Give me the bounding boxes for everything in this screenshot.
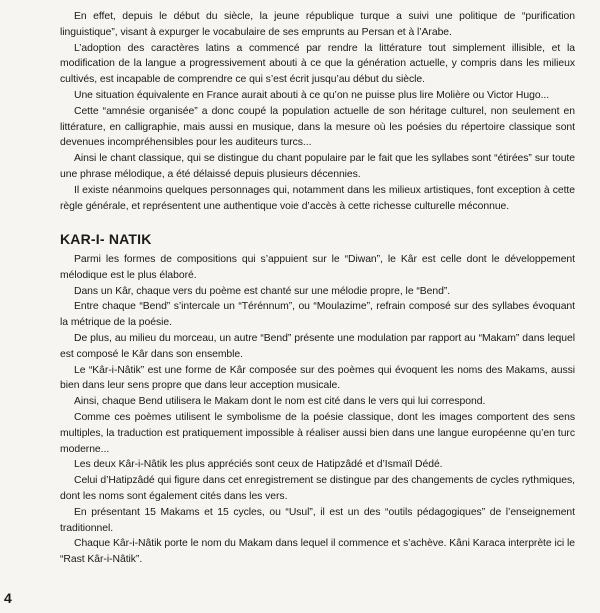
section-heading: KAR-I- NATIK <box>60 231 152 247</box>
paragraph: Entre chaque “Bend” s’intercale un “Térénnum”, ou “Moulazime”, refrain composé sur des syllabes évoquant la métrique de la poésie. <box>60 301 575 329</box>
paragraph: Cette “amnésie organisée” a donc coupé la population actuelle de son héritage culturel, non seulement en littérature, en calligraphie, mais aussi en musique, dans la mesure où les poésies du répertoire classique sont devenues incompréhensibles pour les auditeurs turcs... <box>60 105 575 149</box>
paragraph: Comme ces poèmes utilisent le symbolisme de la poésie classique, dont les images comportent des sens multiples, la traduction est pratiquement impossible à réaliser aussi bien dans une langue européenne qu’en turc moderne... <box>60 411 575 455</box>
paragraph: De plus, au milieu du morceau, un autre “Bend” présente une modulation par rapport au “Makam” dans lequel est composé le Kâr dans son ensemble. <box>60 332 575 360</box>
paragraph: L’adoption des caractères latins a commencé par rendre la littérature tout simplement illisible, et la modification de la langue a progressivement abouti à ce que la génération actuelle, y compris dans les milieux cultivés, est incapable de comprendre ce qui s’est écrit jusqu’au début du siècle. <box>60 42 575 86</box>
paragraph: En présentant 15 Makams et 15 cycles, ou “Usul”, il est un des “outils pédagogiques” de l’enseignement traditionnel. <box>60 506 575 534</box>
paragraph: Les deux Kâr-i-Nâtik les plus appréciés sont ceux de Hatipzâdé et d’Ismaïl Dédé. <box>74 459 443 471</box>
paragraph: Il existe néanmoins quelques personnages qui, notamment dans les milieux artistiques, font exception à cette règle générale, et représentent une authentique voie d’accès à cette richesse culturelle méconnue. <box>60 184 575 212</box>
paragraph: Chaque Kâr-i-Nâtik porte le nom du Makam dans lequel il commence et s’achève. Kâni Karaca interprète ici le “Rast Kâr-i-Nâtik”. <box>60 538 575 566</box>
intro-text <box>60 9 575 214</box>
paragraph: Parmi les formes de compositions qui s’appuient sur le “Diwan”, le Kâr est celle dont le développement mélodique est le plus élaboré. <box>60 254 575 281</box>
paragraph: Une situation équivalente en France aurait abouti à ce qu’on ne puisse plus lire Molière ou Victor Hugo... <box>74 89 550 101</box>
page-number: 4 <box>4 590 12 606</box>
paragraph: Le “Kâr-i-Nâtik” est une forme de Kâr composée sur des poèmes qui évoquent les noms des Makams, aussi bien dans leur sens propre que dans leur acception musicale. <box>60 364 575 392</box>
paragraph: En effet, depuis le début du siècle, la jeune république turque a suivi une politique de “purification linguistique”, visant à expurger le vocabulaire de ses emprunts au Persan et à l’Arabe. <box>60 11 575 38</box>
paragraph: Ainsi le chant classique, qui se distingue du chant populaire par le fait que les syllabes sont “étirées” sur toute une phrase mélodique, a été délaissé depuis plusieurs décennies. <box>60 153 575 180</box>
paragraph: Ainsi, chaque Bend utilisera le Makam dont le nom est cité dans le vers qui lui correspond. <box>74 396 486 408</box>
paragraph: Dans un Kâr, chaque vers du poème est chanté sur une mélodie propre, le “Bend”. <box>74 285 451 297</box>
section-text <box>60 252 575 568</box>
paragraph: Celui d’Hatipzâdé qui figure dans cet enregistrement se distingue par des changements de cycles rythmiques, dont les noms sont également cités dans les vers. <box>60 475 575 502</box>
